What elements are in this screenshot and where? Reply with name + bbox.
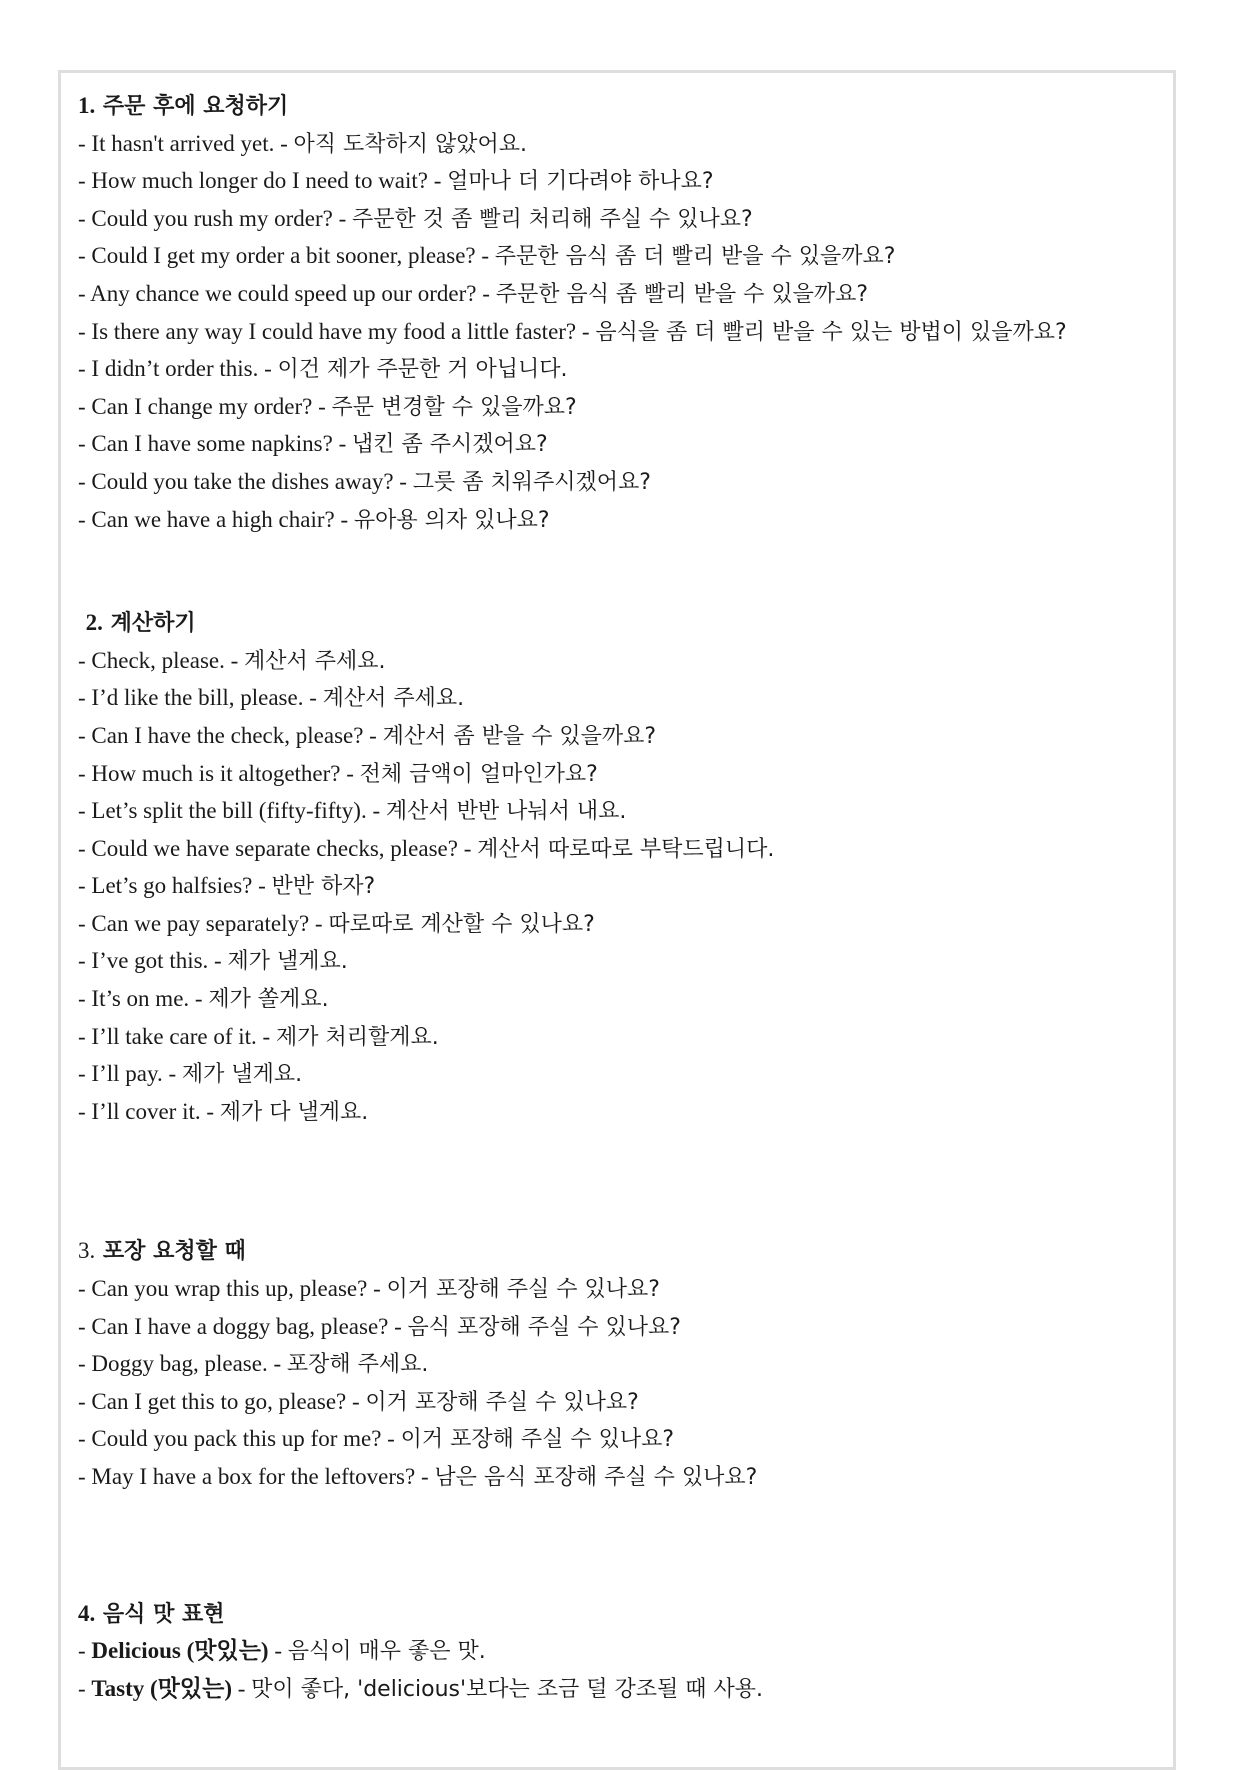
- phrase-line: - Let’s go halfsies? - 반반 하자?: [78, 873, 376, 900]
- phrase-line: - Can I change my order? - 주문 변경할 수 있을까요?: [78, 393, 577, 420]
- phrase-line: - I didn’t order this. - 이건 제가 주문한 거 아닙니다.: [78, 356, 568, 383]
- phrase-line: - Can I get this to go, please? - 이거 포장해 주실 수 있나요?: [78, 1388, 639, 1415]
- section-takeout: [78, 1233, 1158, 1496]
- phrase-line: - Check, please. - 계산서 주세요.: [78, 647, 386, 674]
- section-heading: 3. 포장 요청할 때: [78, 1238, 246, 1265]
- section-heading: 4. 음식 맛 표현: [78, 1600, 225, 1627]
- section-heading: 1. 주문 후에 요청하기: [78, 93, 289, 119]
- phrase-line: - Can I have the check, please? - 계산서 좀 받을 수 있을까요?: [78, 722, 657, 749]
- phrase-line: - Tasty (맛있는) - 맛이 좋다, 'delicious'보다는 조금 덜 강조될 때 사용.: [78, 1675, 764, 1702]
- phrase-line: - I’ll take care of it. - 제가 처리할게요.: [78, 1023, 439, 1050]
- section-after-ordering: [78, 88, 1158, 539]
- phrase-line: - Can you wrap this up, please? - 이거 포장해 주실 수 있나요?: [78, 1276, 660, 1303]
- phrase-line: - Can we pay separately? - 따로따로 계산할 수 있나요?: [78, 910, 595, 937]
- phrase-line: - Can I have some napkins? - 냅킨 좀 주시겠어요?: [78, 431, 548, 458]
- phrase-line: - Any chance we could speed up our order? - 주문한 음식 좀 빨리 받을 수 있을까요?: [78, 280, 869, 307]
- phrase-line: - It hasn't arrived yet. - 아직 도착하지 않았어요.: [78, 130, 528, 157]
- phrase-line: - Could we have separate checks, please? - 계산서 따로따로 부탁드립니다.: [78, 835, 775, 862]
- phrase-line: - Can I have a doggy bag, please? - 음식 포장해 주실 수 있나요?: [78, 1313, 681, 1340]
- term-bold: Delicious (맛있는): [91, 1638, 269, 1664]
- section-taste-expressions: [78, 1596, 1158, 1709]
- phrase-line: - May I have a box for the leftovers? - 남은 음식 포장해 주실 수 있나요?: [78, 1464, 758, 1490]
- section-paying: [78, 605, 1158, 1131]
- phrase-line: - Could you take the dishes away? - 그릇 좀 치워주시겠어요?: [78, 468, 651, 495]
- phrase-line: - Doggy bag, please. - 포장해 주세요.: [78, 1351, 429, 1378]
- phrase-line: - Could you rush my order? - 주문한 것 좀 빨리 처리해 주실 수 있나요?: [78, 205, 753, 232]
- phrase-line: - I’d like the bill, please. - 계산서 주세요.: [78, 685, 465, 712]
- phrase-line: - Could I get my order a bit sooner, please? - 주문한 음식 좀 더 빨리 받을 수 있을까요?: [78, 243, 896, 270]
- section-heading: 2. 계산하기: [85, 610, 196, 637]
- phrase-line: - Can we have a high chair? - 유아용 의자 있나요?: [78, 506, 550, 533]
- phrase-line: - I’ll cover it. - 제가 다 낼게요.: [78, 1098, 369, 1125]
- phrase-line: - How much is it altogether? - 전체 금액이 얼마인가요?: [78, 760, 598, 787]
- phrase-line: - I’ll pay. - 제가 낼게요.: [78, 1061, 303, 1088]
- term-bold: Tasty (맛있는): [91, 1675, 232, 1701]
- phrase-line: - It’s on me. - 제가 쏠게요.: [78, 986, 329, 1013]
- phrase-line: - How much longer do I need to wait? - 얼마나 더 기다려야 하나요?: [78, 168, 714, 195]
- phrase-line: - Could you pack this up for me? - 이거 포장해 주실 수 있나요?: [78, 1426, 675, 1453]
- phrase-line: - I’ve got this. - 제가 낼게요.: [78, 948, 348, 975]
- phrase-line: - Delicious (맛있는) - 음식이 매우 좋은 맛.: [78, 1638, 486, 1665]
- phrase-line: - Is there any way I could have my food a little faster? - 음식을 좀 더 빨리 받을 수 있는 방법이 있을까요?: [78, 318, 1067, 345]
- document-body: [78, 88, 1158, 1708]
- phrase-line: - Let’s split the bill (fifty-fifty). - 계산서 반반 나눠서 내요.: [78, 798, 627, 825]
